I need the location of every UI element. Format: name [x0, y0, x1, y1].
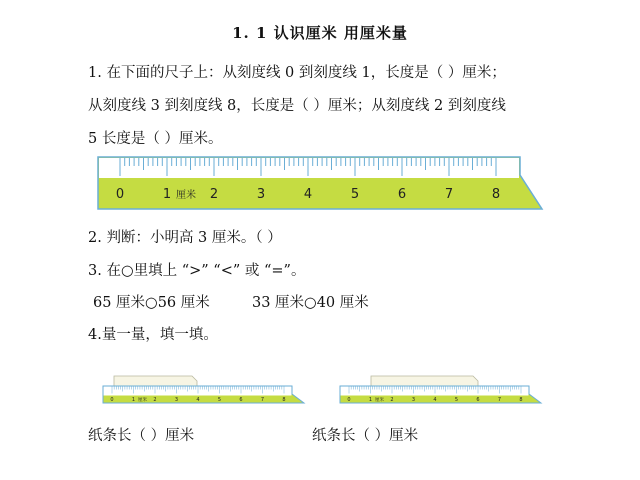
ruler-label: 0 [115, 187, 125, 202]
ruler-unit-label: 厘米 [176, 190, 196, 201]
ruler-unit-label: 厘米 [138, 398, 147, 403]
question-1-line-2: 从刻度线 3 到刻度线 8，长度是（ ）厘米；从刻度线 2 到刻度线 [88, 98, 506, 114]
ruler-label: 7 [444, 187, 454, 202]
ruler-label: 6 [397, 187, 407, 202]
ruler-label: 3 [174, 397, 179, 403]
centimeter-ruler [96, 156, 546, 214]
ruler-label: 8 [491, 187, 501, 202]
question-3-item-1: 65 厘米○56 厘米 [93, 295, 210, 311]
question-1-line-1: 1. 在下面的尺子上：从刻度线 0 到刻度线 1，长度是（ ）厘米； [88, 65, 506, 81]
ruler-label: 3 [411, 397, 416, 403]
question-4-answer-1: 纸条长（ ）厘米 [88, 428, 195, 444]
small-ruler-1 [102, 374, 308, 406]
ruler-label: 7 [260, 397, 265, 403]
ruler-label: 5 [454, 397, 459, 403]
ruler-label: 5 [350, 187, 360, 202]
ruler-label: 7 [497, 397, 502, 403]
ruler-label: 2 [209, 187, 219, 202]
ruler-label: 6 [239, 397, 243, 403]
question-4-prompt: 4.量一量，填一填。 [88, 327, 218, 343]
question-3-item-2: 33 厘米○40 厘米 [252, 295, 369, 311]
paper-strip-1 [114, 376, 197, 386]
question-3-prompt: 3. 在○里填上 “>” “<” 或 “=”。 [88, 263, 306, 279]
ruler-label: 8 [282, 397, 286, 403]
ruler-label: 8 [519, 397, 523, 403]
small-ruler-2 [339, 374, 545, 406]
ruler-label: 4 [433, 397, 437, 403]
ruler-label: 5 [217, 397, 222, 403]
ruler-label: 1 [162, 187, 172, 202]
paper-strip-2 [371, 376, 478, 386]
ruler-label: 4 [303, 187, 313, 202]
question-4-answer-2: 纸条长（ ）厘米 [312, 428, 419, 444]
ruler-label: 1 [368, 397, 373, 403]
ruler-label: 6 [476, 397, 480, 403]
ruler-label: 0 [110, 397, 114, 403]
question-1-line-3: 5 长度是（ ）厘米。 [88, 131, 223, 147]
page-title: 1. 1 认识厘米 用厘米量 [232, 24, 408, 42]
ruler-label: 0 [347, 397, 351, 403]
ruler-label: 2 [390, 397, 394, 403]
ruler-label: 3 [256, 187, 266, 202]
ruler-label: 2 [153, 397, 157, 403]
ruler-unit-label: 厘米 [375, 398, 384, 403]
question-2: 2. 判断：小明高 3 厘米。（ ） [88, 230, 282, 246]
ruler-label: 4 [196, 397, 200, 403]
ruler-label: 1 [131, 397, 136, 403]
